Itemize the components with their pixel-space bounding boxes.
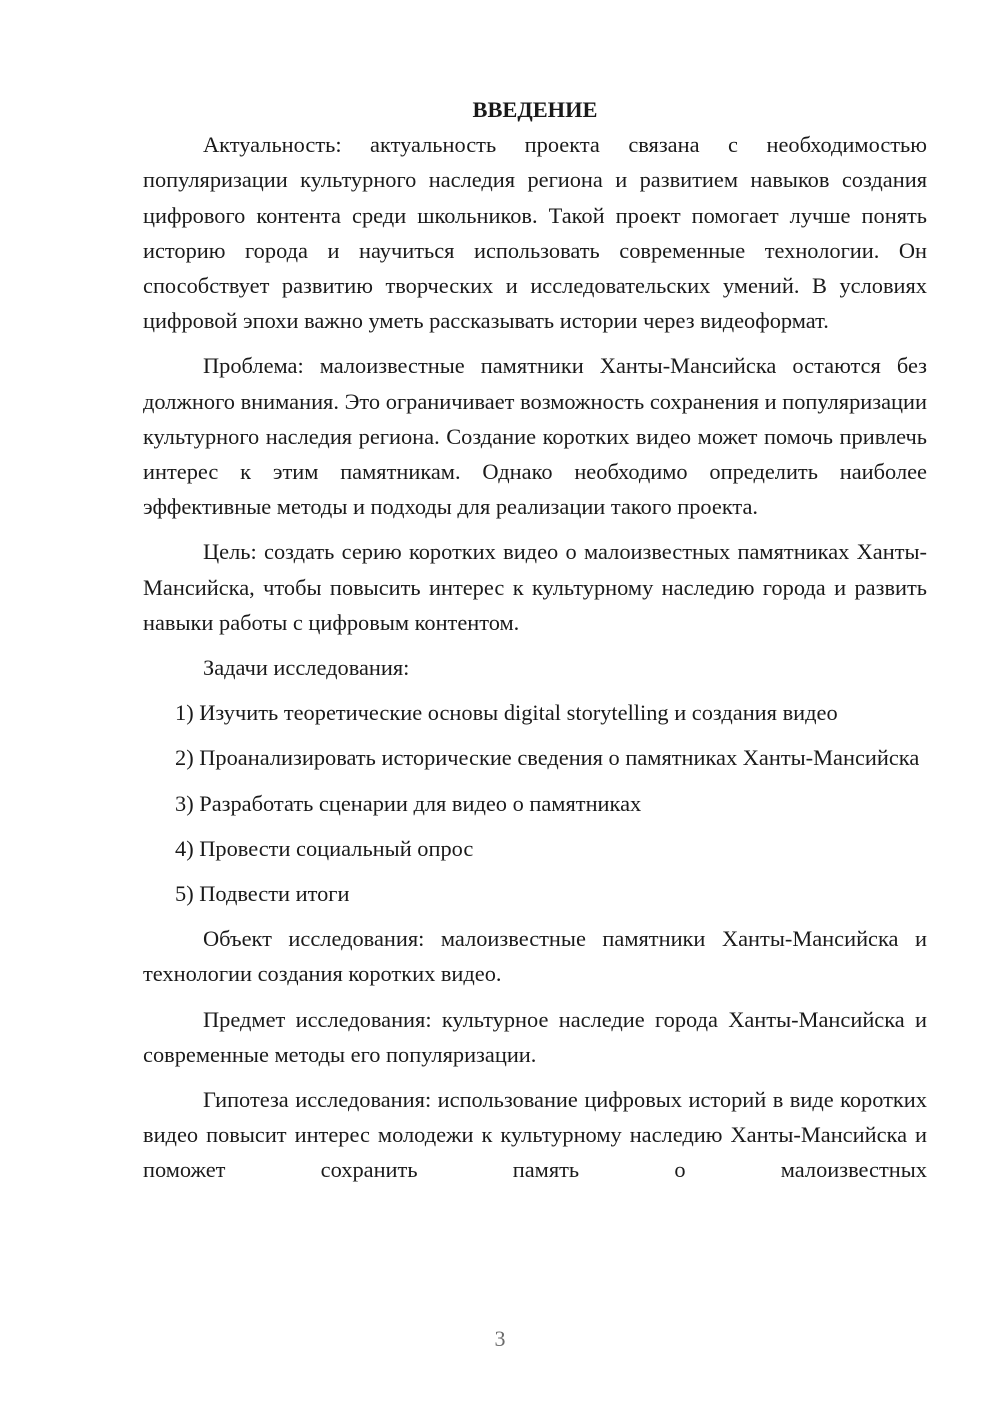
task-item-2: 2) Проанализировать исторические сведения о памятниках Ханты-Мансийска <box>175 745 920 771</box>
paragraph-hypothesis: Гипотеза исследования: использование цифровых историй в виде коротких видео повысит интерес молодежи к культурному наследию Ханты-Мансийска и поможет сохранить память о малоизвестных <box>143 1087 927 1183</box>
paragraph-object: Объект исследования: малоизвестные памятники Ханты-Мансийска и технологии создания коротких видео. <box>143 926 927 987</box>
page-number: 3 <box>494 1326 506 1351</box>
task-item-5: 5) Подвести итоги <box>175 881 350 907</box>
section-title: ВВЕДЕНИЕ <box>472 97 598 122</box>
paragraph-problem: Проблема: малоизвестные памятники Ханты-Мансийска остаются без должного внимания. Это ограничивает возможность сохранения и популяризации культурного наследия региона. Создание коротких видео может помочь привлечь интерес к этим памятникам. Однако необходимо определить наиболее эффективные методы и подходы для реализации такого проекта. <box>143 353 927 520</box>
paragraph-subject: Предмет исследования: культурное наследие города Ханты-Мансийска и современные методы его популяризации. <box>143 1006 927 1067</box>
document-page <box>143 92 927 1188</box>
task-item-4: 4) Провести социальный опрос <box>175 835 474 861</box>
task-item-1: 1) Изучить теоретические основы digital storytelling и создания видео <box>175 700 838 726</box>
tasks-heading: Задачи исследования: <box>203 655 410 681</box>
task-item-3: 3) Разработать сценарии для видео о памятниках <box>175 790 642 816</box>
paragraph-goal: Цель: создать серию коротких видео о малоизвестных памятниках Ханты-Мансийска, чтобы повысить интерес к культурному наследию города и развить навыки работы с цифровым контентом. <box>143 539 927 635</box>
paragraph-relevance: Актуальность: актуальность проекта связана с необходимостью популяризации культурного наследия региона и развитием навыков создания цифрового контента среди школьников. Такой проект помогает лучше понять историю города и научиться использовать современные технологии. Он способствует развитию творческих и исследовательских умений. В условиях цифровой эпохи важно уметь рассказывать истории через видеоформат. <box>143 132 927 334</box>
